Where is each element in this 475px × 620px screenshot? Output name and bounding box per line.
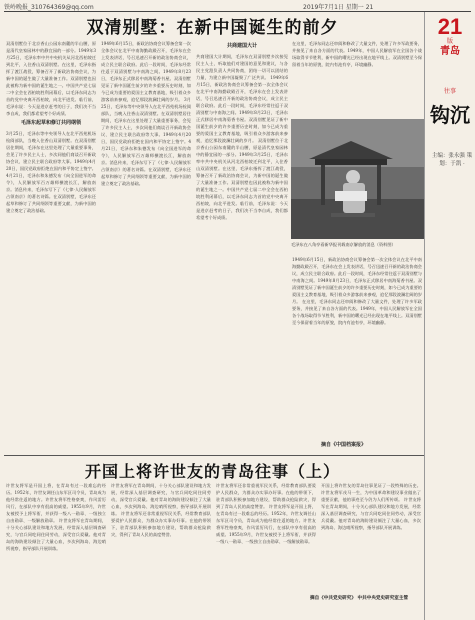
article1-photo — [291, 119, 424, 239]
article1-title: 双清别墅：在新中国诞生的前夕 — [86, 18, 339, 38]
article1-col5b-text: 在这里，毛泽东同志还审阅和修改了大量文件，处理了许多军政要务，并接见了来自各方面的代表。1949年，中国人民解放军在全国各个战场取得节节胜利，新中国的曙光已经出现在地平线上。双清别墅至今保留着当年的原貌，院内有池有亭，环境幽静。 — [292, 299, 422, 325]
article2-source: 摘自《中共党史研究》 中共中央党史研究室主管 — [310, 596, 409, 601]
top-bar-left: 铁岭晚报_310764369@qq.com — [4, 4, 94, 11]
photo-caption: 毛泽东在八角亭看新华报刊载南京解放的消息（资料图） — [291, 242, 396, 247]
article2-column-4 — [321, 482, 421, 594]
article1-column-4-top — [292, 40, 422, 116]
article1-col5-text: 在这里，毛泽东同志还审阅和修改了大量文件，处理了许多军政要务，并接见了来自各方面的代表。1949年，中国人民解放军在全国各个战场取得节节胜利，新中国的曙光已经出现在地平线上。双清别墅至今保留着当年的原貌，院内有池有亭，环境幽静。 — [292, 41, 422, 67]
article2-col4-text: 开国上将许世友的青岛往事见证了一段特殊的历史。许世友将军戎马一生，为中国革命和建设事业做出了重要贡献，他的事迹至今仍为人们所传颂。 — [321, 483, 421, 502]
brand-logo: 青岛 — [440, 46, 460, 57]
article1-col2-text: 3月25日，毛泽东等中央领导人在北平西苑机场检阅部队，当晚入住香山双清别墅。在双清别墅居住期间，毛泽东在这里处理了大量重要事务，会见了许多民主人士，多次同他们商谈召开新政协会议、建立民主联合政府等大事。1949年4月20日，国民党政府拒绝在国内和平协定上签字。4月21日，毛泽东和朱德发布《向全国进军的命令》，人民解放军百万雄师横渡长江，解放南京。消息传来，毛泽东写下了《七律·人民解放军占领南京》的著名诗篇。在双清别墅，毛泽东还起草和修订了共同纲领等重要文献，为新中国的建立奠定了政治基础。 — [6, 131, 96, 213]
article2-column-2 — [111, 482, 211, 618]
article2-col2b-text: 许世友将军在青岛期间，十分关心部队建设和地方发展，经常深入基层调查研究，与官兵同吃同住同劳动，深受官兵爱戴。他对青岛的海防建设倾注了大量心血，多次到海岛、海边哨所视察，指导部队开展训练。 — [6, 518, 106, 551]
top-rule — [4, 11, 471, 12]
article1-col3-text: 1949年6月15日，新政治协商会议筹备会第一次全体会议在北平中南海勤政殿召开，毛泽东在会上发表讲话，号召迅速召开新的政治协商会议，成立民主联合政府。此后一段时间，毛泽东经常往返于双清别墅与中南海之间。1949年8月23日，毛泽东正式移居中南海菊香书屋。双清别墅见证了新中国诞生前夕的许多重要历史时刻，如今已成为重要的爱国主义教育基地，吸引着众多游客前来参观，追忆那段波澜壮阔的岁月。 — [101, 41, 191, 102]
article1-source: 摘自《中国档案报》 — [321, 442, 367, 448]
article1-subhead-1: 毛泽东起草和修订共同纲领 — [20, 120, 81, 126]
edition-label: 版 — [446, 38, 453, 45]
sidebar-divider — [424, 12, 425, 620]
article2-col3-text: 许世友将军还非常重视军民关系，经常教育部队要爱护人民群众，为群众办实事办好事。在他的带领下，驻青部队积极参加地方建设，帮助群众抢险救灾，得到了青岛人民的高度赞誉。 — [216, 483, 316, 509]
page-number: 21 — [437, 14, 463, 39]
article1-column-1 — [6, 40, 96, 455]
article1-column-2 — [101, 40, 191, 455]
article1-col1-text: 双清别墅位于北京香山公园东南麓的半山腰，原是清代皇家园林中的静宜园的一部分。1949年3月25日，毛泽东率中共中央机关从河北西柏坡迁到北平，入住香山双清别墅。在这里，毛泽东指挥了渡江战役，筹备召开了新政治协商会议，为新中国的诞生做了大量准备工作。双清别墅也因此被称为新中国的诞生地之一。中国共产党七届二中全会在西柏坡胜利闭幕后，以毛泽东同志为首的党中央离开西柏坡，向北平进发。临行前，毛泽东说：今天是进京赶考的日子，我们决不当李自成，我们都希望考个好成绩。 — [6, 41, 96, 116]
article2-col3b-text: 许世友将军还非常重视军民关系，经常教育部队要爱护人民群众，为群众办实事办好事。在他的带领下，驻青部队积极参加地方建设，帮助群众抢险救灾，得到了青岛人民的高度赞誉。 — [111, 511, 211, 537]
top-bar-right: 2019年7月1日 星期一 21 — [303, 4, 374, 11]
article1-subhead-2: 共商建国大计 — [226, 43, 257, 49]
article2-title: 开国上将许世友的青岛往事（上） — [84, 462, 340, 481]
article1-col2b-text: 3月25日，毛泽东等中央领导人在北平西苑机场检阅部队，当晚入住香山双清别墅。在双清别墅居住期间，毛泽东在这里处理了大量重要事务，会见了许多民主人士，多次同他们商谈召开新政协会议、建立民主联合政府等大事。1949年4月20日，国民党政府拒绝在国内和平协定上签字。4月21日，毛泽东和朱德发布《向全国进军的命令》，人民解放军百万雄师横渡长江，解放南京。消息传来，毛泽东写下了《七律·人民解放军占领南京》的著名诗篇。在双清别墅，毛泽东还起草和修订了共同纲领等重要文献，为新中国的建立奠定了政治基础。 — [101, 97, 191, 186]
editor-credits: 主编：张永强 策划：于凯 · — [431, 153, 473, 167]
article2-column-1 — [6, 482, 106, 618]
article2-column-3 — [216, 482, 316, 618]
column-title: 钩沉 — [430, 103, 470, 127]
section-sidebar — [425, 12, 475, 620]
article1-col1b-text: 双清别墅位于北京香山公园东南麓的半山腰，原是清代皇家园林中的静宜园的一部分。1949年3月25日，毛泽东率中共中央机关从河北西柏坡迁到北平，入住香山双清别墅。在这里，毛泽东指挥了渡江战役，筹备召开了新政治协商会议，为新中国的诞生做了大量准备工作。双清别墅也因此被称为新中国的诞生地之一。中国共产党七届二中全会在西柏坡胜利闭幕后，以毛泽东同志为首的党中央离开西柏坡，向北平进发。临行前，毛泽东说：今天是进京赶考的日子，我们决不当李自成，我们都希望考个好成绩。 — [196, 138, 288, 220]
article1-column-4-bottom — [292, 256, 422, 438]
photo-illustration — [291, 119, 424, 239]
article1-column-3 — [196, 40, 288, 455]
article2-col2-text: 许世友将军在青岛期间，十分关心部队建设和地方发展，经常深入基层调查研究，与官兵同吃同住同劳动，深受官兵爱戴。他对青岛的海防建设倾注了大量心血，多次到海岛、海边哨所视察，指导部队开展训练。 — [111, 483, 211, 516]
article1-col3c-text: 1949年6月15日，新政治协商会议筹备会第一次全体会议在北平中南海勤政殿召开，毛泽东在会上发表讲话，号召迅速召开新的政治协商会议，成立民主联合政府。此后一段时间，毛泽东经常往返于双清别墅与中南海之间。1949年8月23日，毛泽东正式移居中南海菊香书屋。双清别墅见证了新中国诞生前夕的许多重要历史时刻，如今已成为重要的爱国主义教育基地，吸引着众多游客前来参观，追忆那段波澜壮阔的岁月。 — [292, 257, 422, 304]
article2-col1b-text: 许世友将军是开国上将，在青岛有过一段难忘的经历。1952年，许世友调任山东军区司令员，青岛成为他经常往返的地方。许世友将军性格豪爽，作风雷厉风行，在部队中享有很高的威望。1955年9月，许世友被授予上将军衔，并获得一级八一勋章、一级独立自由勋章、一级解放勋章。 — [216, 504, 316, 544]
article-divider — [4, 455, 424, 456]
article2-col2c-text: 许世友将军在青岛期间，十分关心部队建设和地方发展，经常深入基层调查研究，与官兵同吃同住同劳动，深受官兵爱戴。他对青岛的海防建设倾注了大量心血，多次到海岛、海边哨所视察，指导部队开展训练。 — [321, 497, 421, 530]
article1-col4-text: 共商建国大计期间，毛泽东在双清别墅多次接见民主人士，听取他们对建国的意见和建议，与各民主党派负责人共同协商，团结一切可以团结的力量，为建立新中国凝聚了广泛共识。 — [196, 54, 288, 80]
brand-sub: 往事 — [443, 88, 456, 95]
article1-col3b-text: 1949年6月15日，新政治协商会议筹备会第一次全体会议在北平中南海勤政殿召开，毛泽东在会上发表讲话，号召迅速召开新的政治协商会议，成立民主联合政府。此后一段时间，毛泽东经常往返于双清别墅与中南海之间。1949年8月23日，毛泽东正式移居中南海菊香书屋。双清别墅见证了新中国诞生前夕的许多重要历史时刻，如今已成为重要的爱国主义教育基地，吸引着众多游客前来参观，追忆那段波澜壮阔的岁月。 — [196, 75, 288, 143]
article2-col1-text: 许世友将军是开国上将，在青岛有过一段难忘的经历。1952年，许世友调任山东军区司令员，青岛成为他经常往返的地方。许世友将军性格豪爽，作风雷厉风行，在部队中享有很高的威望。1955年9月，许世友被授予上将军衔，并获得一级八一勋章、一级独立自由勋章、一级解放勋章。 — [6, 483, 106, 523]
